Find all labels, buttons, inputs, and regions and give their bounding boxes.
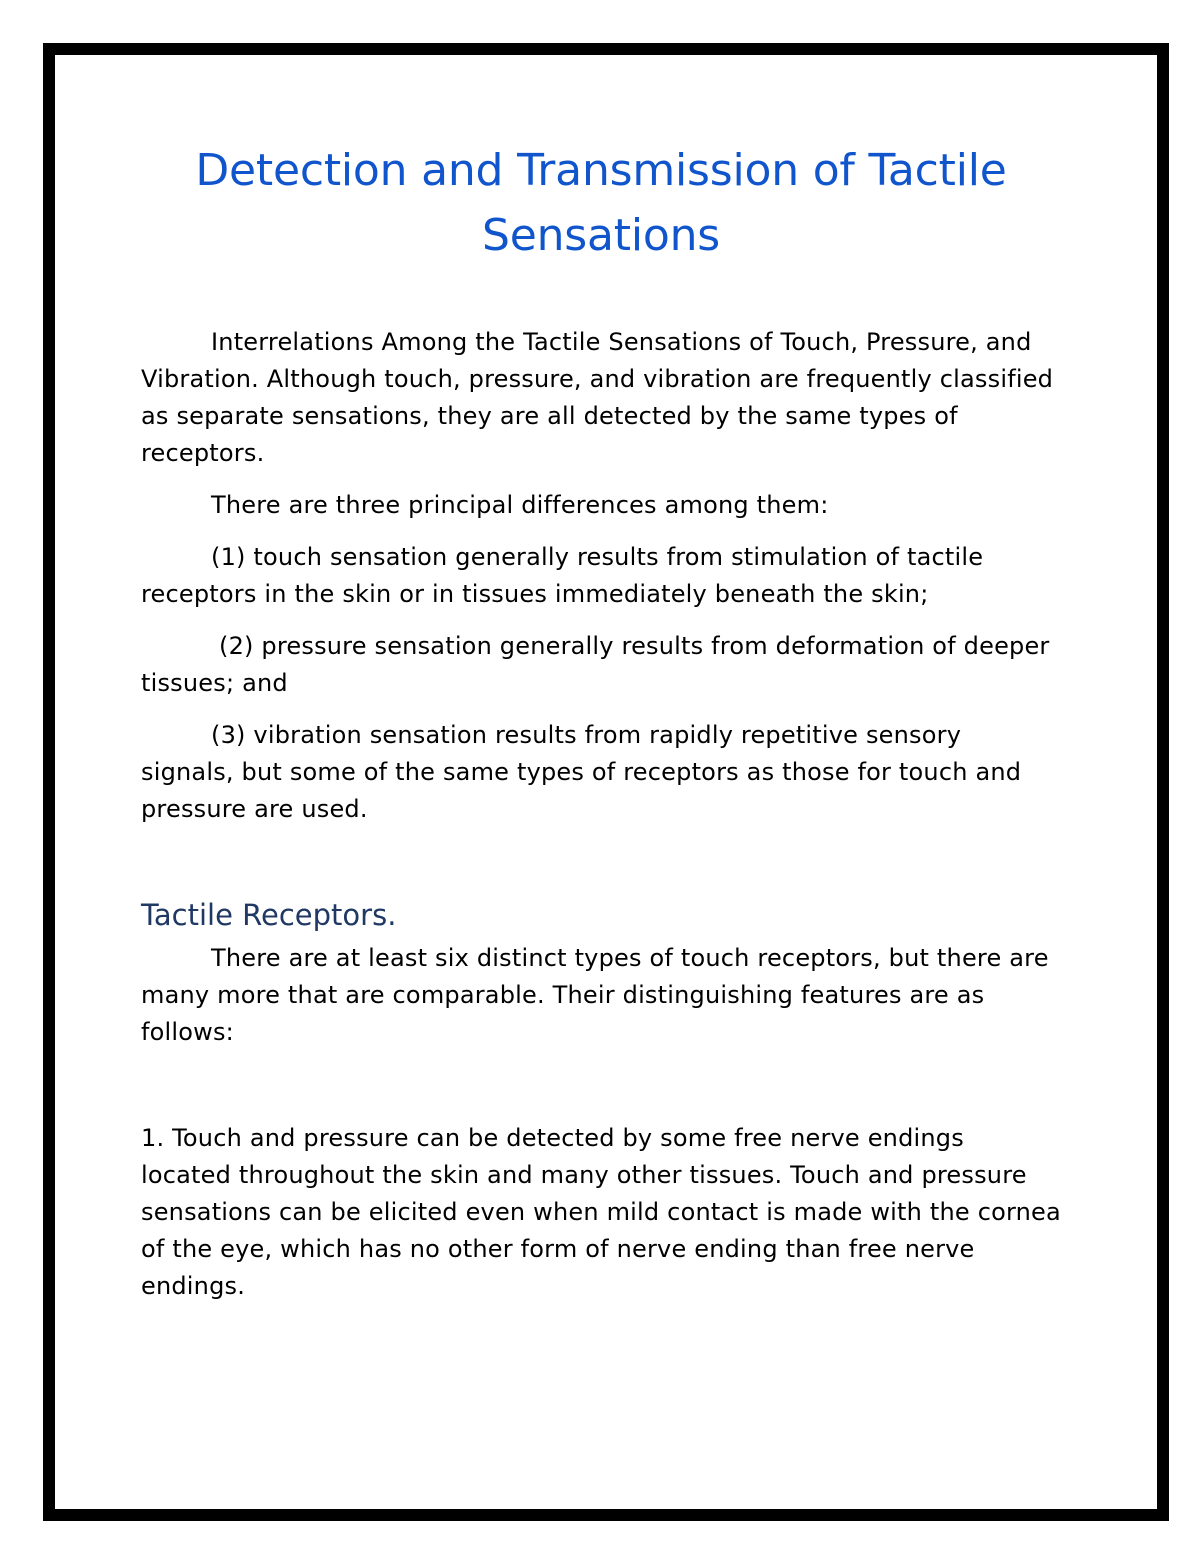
difference-item-1: (1) touch sensation generally results from stimulation of tactile receptors in the skin or in tissues immediately beneath the skin; [141, 543, 984, 608]
section-heading-tactile-receptors: Tactile Receptors. [141, 898, 397, 932]
document-title: Detection and Transmission of Tactile Sensations [195, 145, 1007, 261]
document-content [141, 138, 1061, 1305]
differences-intro: There are three principal differences among them: [211, 491, 829, 519]
difference-item-2: (2) pressure sensation generally results from deformation of deeper tissues; and [141, 632, 1050, 697]
feature-item-1: 1. Touch and pressure can be detected by some free nerve endings located throughout the skin and many other tissues. Touch and pressure sensations can be elicited even when mild contact is made with the cornea of the eye, which has no other form of nerve ending than free nerve endings. [141, 1124, 1061, 1300]
intro-paragraph: Interrelations Among the Tactile Sensations of Touch, Pressure, and Vibration. Although touch, pressure, and vibration are frequently classified as separate sensations, they are all detected by the same types of receptors. [141, 328, 1054, 467]
difference-item-3: (3) vibration sensation results from rapidly repetitive sensory signals, but some of the same types of receptors as those for touch and pressure are used. [141, 721, 1022, 823]
receptors-intro: There are at least six distinct types of touch receptors, but there are many more that are comparable. Their distinguishing features are as follows: [141, 944, 1049, 1046]
